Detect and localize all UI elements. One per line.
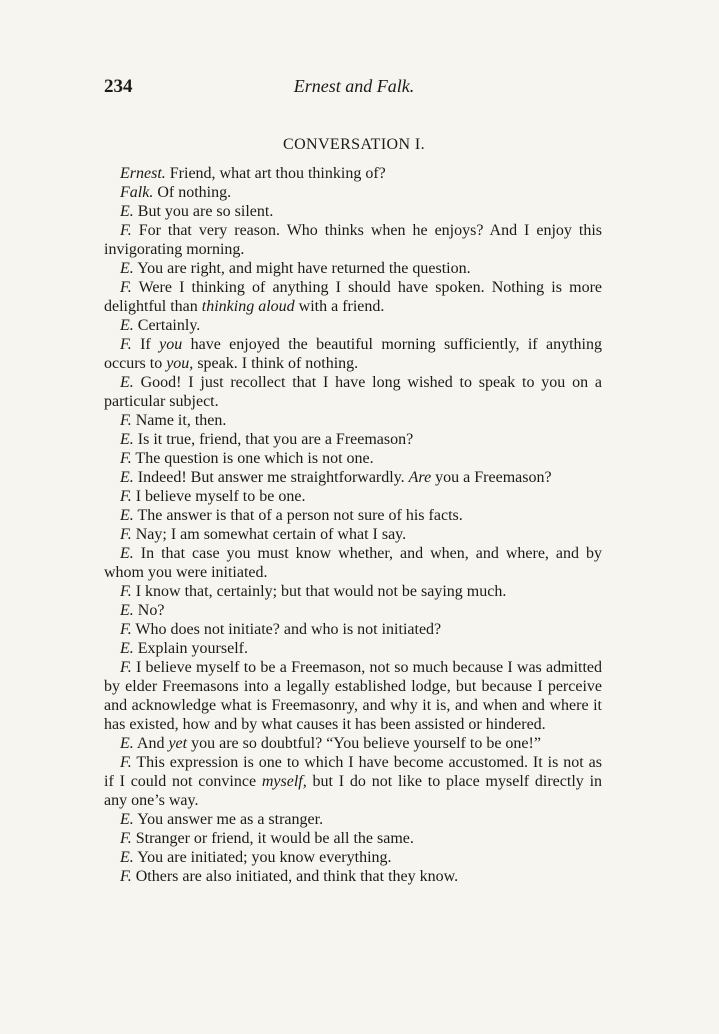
- text-run: But you are so silent.: [133, 203, 274, 220]
- dialogue-paragraph: [104, 335, 602, 373]
- dialogue-paragraph: [104, 734, 602, 753]
- text-run: This expression is one to which I have become accustomed. It is not as if I could not convince: [104, 754, 602, 790]
- dialogue-paragraph: [104, 278, 602, 316]
- text-run: Stranger or friend, it would be all the same.: [131, 830, 414, 847]
- text-run: Explain yourself.: [133, 640, 248, 657]
- text-run: Good! I just recollect that I have long wished to speak to you on a particular subject.: [104, 374, 602, 410]
- italic-text: yet: [168, 735, 188, 752]
- dialogue-paragraph: [104, 202, 602, 221]
- italic-text: E.: [120, 260, 134, 277]
- text-run: The answer is that of a person not sure of his facts.: [133, 507, 463, 524]
- dialogue-paragraph: [104, 259, 602, 278]
- text-run: The question is one which is not one.: [131, 450, 374, 467]
- italic-text: E.: [120, 203, 134, 220]
- dialogue-paragraph: [104, 658, 602, 734]
- text-run: Nay; I am somewhat certain of what I say.: [131, 526, 407, 543]
- text-run: I believe myself to be a Freemason, not so much because I was admitted by elder Freemasons into a legally established lodge, but because I perceive and acknowledge what is Freemasonry, and why it is, and when and where it has existed, how and by what causes it has been assisted or hindered.: [104, 659, 602, 733]
- text-run: Indeed! But answer me straightforwardly.: [133, 469, 409, 486]
- italic-text: E.: [120, 811, 134, 828]
- section-heading: CONVERSATION I.: [283, 136, 425, 153]
- italic-text: E.: [120, 431, 134, 448]
- dialogue-paragraph: [104, 753, 602, 810]
- dialogue-paragraph: [104, 411, 602, 430]
- text-run: No?: [133, 602, 165, 619]
- text-run: You are right, and might have returned the question.: [133, 260, 471, 277]
- dialogue-paragraph: [104, 620, 602, 639]
- italic-text: E.: [120, 507, 134, 524]
- page-number: 234: [104, 76, 133, 97]
- dialogue-paragraph: [104, 468, 602, 487]
- text-run: I know that, certainly; but that would not be saying much.: [131, 583, 507, 600]
- italic-text: F.: [120, 279, 132, 296]
- text-run: you a Freemason?: [431, 469, 552, 486]
- italic-text: F.: [120, 526, 132, 543]
- running-title: Ernest and Falk.: [293, 76, 415, 96]
- dialogue-paragraph: [104, 164, 602, 183]
- italic-text: F.: [120, 222, 132, 239]
- italic-text: you,: [166, 355, 194, 372]
- dialogue-paragraph: [104, 221, 602, 259]
- text-run: If: [131, 336, 160, 353]
- text-run: For that very reason. Who thinks when he enjoys? And I enjoy this invigorating morning.: [104, 222, 602, 258]
- text-run: Certainly.: [133, 317, 201, 334]
- text-run: And: [133, 735, 169, 752]
- dialogue-paragraph: [104, 582, 602, 601]
- dialogue-paragraph: [104, 183, 602, 202]
- italic-text: F.: [120, 583, 132, 600]
- italic-text: E.: [120, 735, 134, 752]
- dialogue-text: [104, 164, 602, 886]
- dialogue-paragraph: [104, 829, 602, 848]
- text-run: I believe myself to be one.: [131, 488, 306, 505]
- dialogue-paragraph: [104, 544, 602, 582]
- italic-text: you: [159, 336, 183, 353]
- dialogue-paragraph: [104, 810, 602, 829]
- page-header: [104, 76, 604, 102]
- italic-text: E.: [120, 469, 134, 486]
- italic-text: F.: [120, 412, 132, 429]
- dialogue-paragraph: [104, 487, 602, 506]
- text-run: Were I thinking of anything I should have spoken. Nothing is more delightful than: [104, 279, 602, 315]
- italic-text: F.: [120, 488, 132, 505]
- text-run: speak. I think of nothing.: [193, 355, 359, 372]
- text-run: you are so doubtful? “You believe yourself to be one!”: [187, 735, 541, 752]
- dialogue-paragraph: [104, 848, 602, 867]
- text-run: Others are also initiated, and think that they know.: [131, 868, 459, 885]
- italic-text: Falk.: [120, 184, 154, 201]
- dialogue-paragraph: [104, 449, 602, 468]
- dialogue-paragraph: [104, 867, 602, 886]
- text-run: with a friend.: [294, 298, 385, 315]
- text-run: Who does not initiate? and who is not initiated?: [131, 621, 442, 638]
- text-run: Friend, what art thou thinking of?: [165, 165, 386, 182]
- dialogue-paragraph: [104, 316, 602, 335]
- italic-text: F.: [120, 450, 132, 467]
- text-run: In that case you must know whether, and when, and where, and by whom you were initiated.: [104, 545, 602, 581]
- italic-text: F.: [120, 868, 132, 885]
- italic-text: F.: [120, 659, 132, 676]
- dialogue-paragraph: [104, 373, 602, 411]
- italic-text: F.: [120, 830, 132, 847]
- dialogue-paragraph: [104, 506, 602, 525]
- italic-text: E.: [120, 849, 134, 866]
- italic-text: myself,: [261, 773, 307, 790]
- text-run: but I do not like to place myself directly in any one’s way.: [104, 773, 603, 809]
- italic-text: E.: [120, 545, 134, 562]
- dialogue-paragraph: [104, 430, 602, 449]
- dialogue-paragraph: [104, 639, 602, 658]
- text-run: Name it, then.: [131, 412, 227, 429]
- dialogue-paragraph: [104, 601, 602, 620]
- italic-text: F.: [120, 621, 132, 638]
- italic-text: Are: [408, 469, 432, 486]
- italic-text: F.: [120, 754, 132, 771]
- italic-text: thinking aloud: [201, 298, 295, 315]
- text-run: You answer me as a stranger.: [133, 811, 324, 828]
- italic-text: Ernest.: [120, 165, 166, 182]
- italic-text: E.: [120, 374, 134, 391]
- italic-text: E.: [120, 640, 134, 657]
- text-run: have enjoyed the beautiful morning sufficiently, if anything occurs to: [104, 336, 602, 372]
- text-run: Is it true, friend, that you are a Freemason?: [133, 431, 414, 448]
- text-run: You are initiated; you know everything.: [133, 849, 392, 866]
- italic-text: E.: [120, 602, 134, 619]
- italic-text: F.: [120, 336, 132, 353]
- italic-text: E.: [120, 317, 134, 334]
- text-run: Of nothing.: [153, 184, 232, 201]
- dialogue-paragraph: [104, 525, 602, 544]
